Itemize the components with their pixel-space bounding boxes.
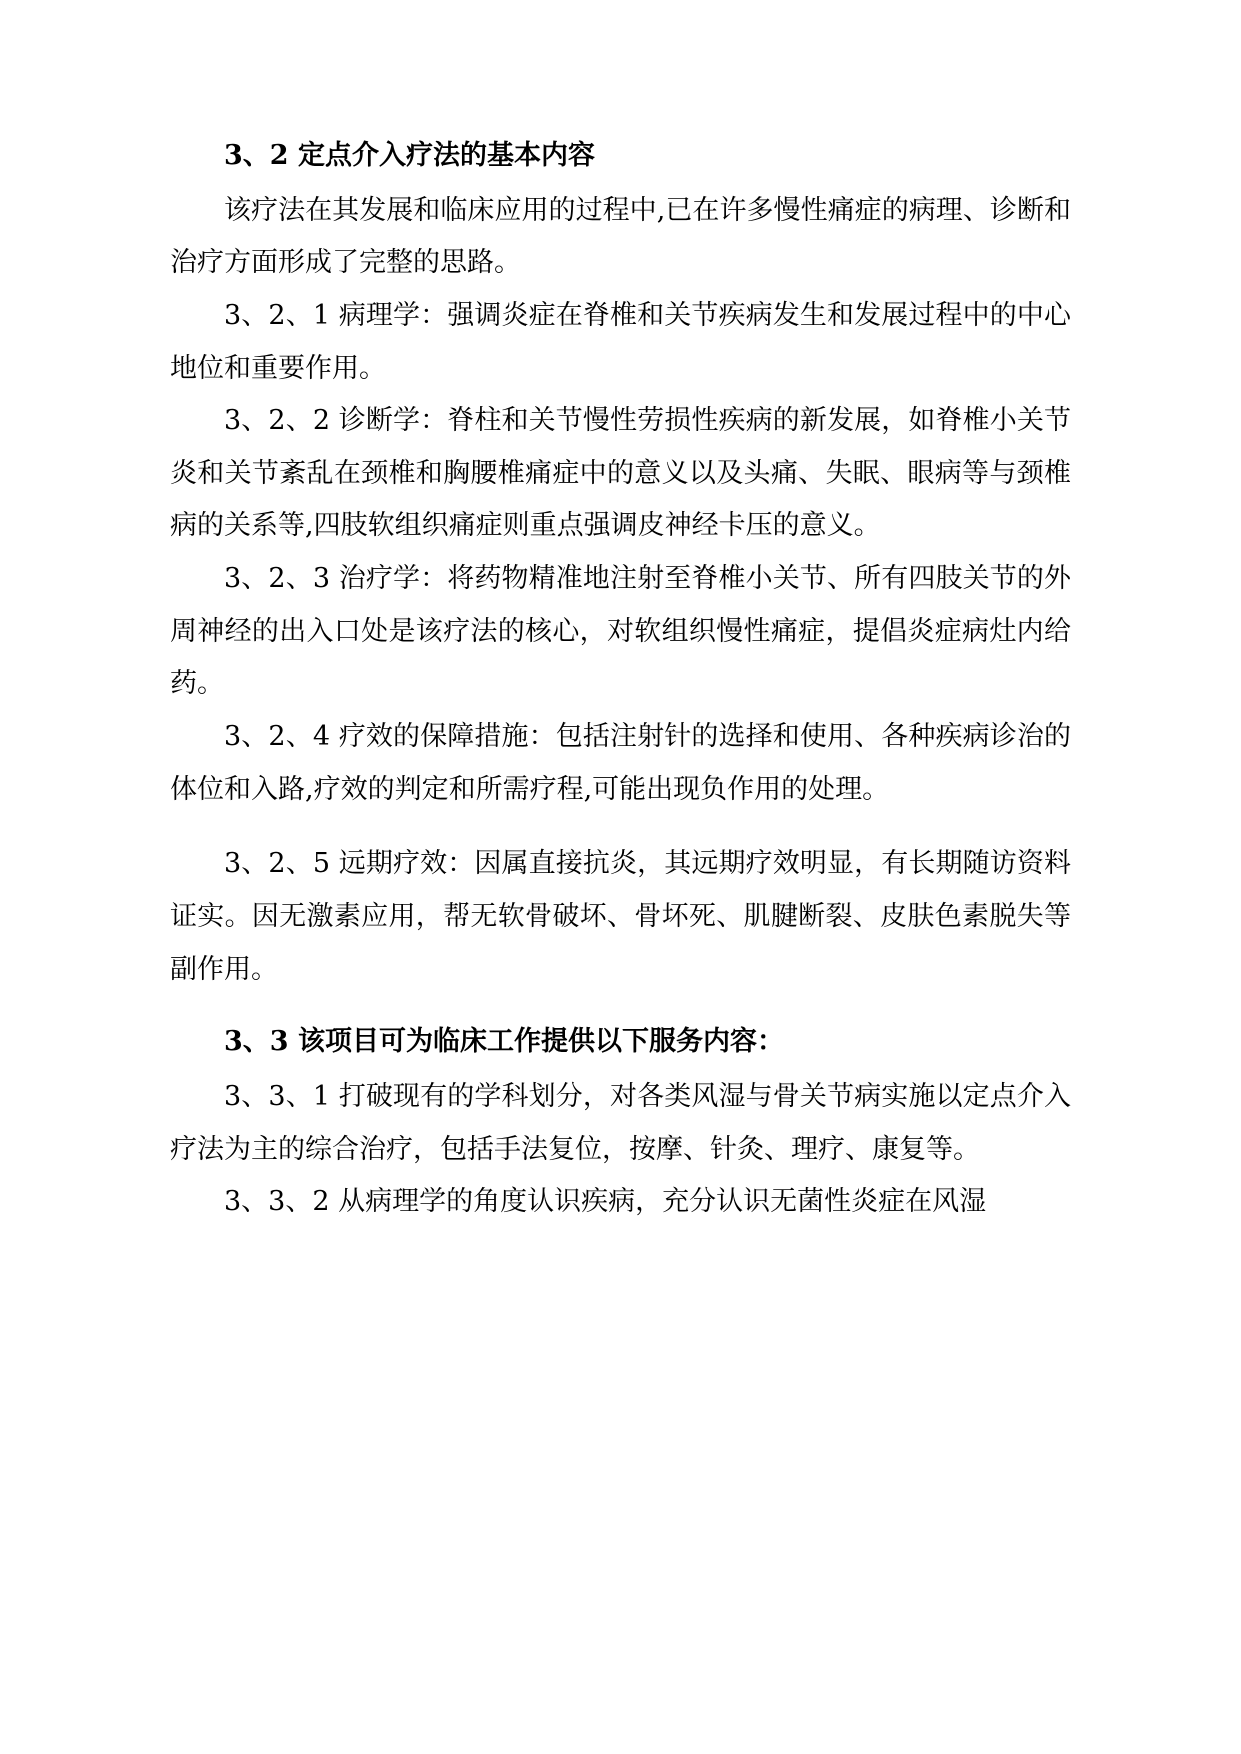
section-heading-3-3: 3、3 该项目可为临床工作提供以下服务内容： [224, 1026, 784, 1058]
paragraph-3-2-3: 3、2、3 治疗学：将药物精准地注射至脊椎小关节、所有四肢关节的外周神经的出入口处是该疗法的核心，对软组织慢性痛症，提倡炎症病灶内给药。 [170, 563, 1071, 700]
paragraph-3-2-2: 3、2、2 诊断学：脊柱和关节慢性劳损性疾病的新发展，如脊椎小关节炎和关节紊乱在颈椎和胸腰椎痛症中的意义以及头痛、失眠、眼病等与颈椎病的关系等,四肢软组织痛症则重点强调皮神经卡压的意义。 [170, 405, 1071, 542]
paragraph-intro: 该疗法在其发展和临床应用的过程中,已在许多慢性痛症的病理、诊断和治疗方面形成了完整的思路。 [170, 194, 1071, 279]
paragraph-3-2-4: 3、2、4 疗效的保障措施：包括注射针的选择和使用、各种疾病诊治的体位和入路,疗效的判定和所需疗程,可能出现负作用的处理。 [170, 721, 1071, 805]
paragraph-3-2-1: 3、2、1 病理学：强调炎症在脊椎和关节疾病发生和发展过程中的中心地位和重要作用。 [170, 299, 1071, 384]
section-heading-3-2: 3、2 定点介入疗法的基本内容 [224, 140, 595, 171]
paragraph-3-3-1: 3、3、1 打破现有的学科划分，对各类风湿与骨关节病实施以定点介入疗法为主的综合治疗，包括手法复位，按摩、针灸、理疗、康复等。 [170, 1080, 1071, 1165]
document-body [170, 130, 1071, 1229]
paragraph-3-2-5: 3、2、5 远期疗效：因属直接抗炎，其远期疗效明显，有长期随访资料证实。因无激素应用，帮无软骨破坏、骨坏死、肌腱断裂、皮肤色素脱失等副作用。 [170, 848, 1071, 985]
paragraph-3-3-2: 3、3、2 从病理学的角度认识疾病，充分认识无菌性炎症在风湿 [224, 1186, 987, 1218]
